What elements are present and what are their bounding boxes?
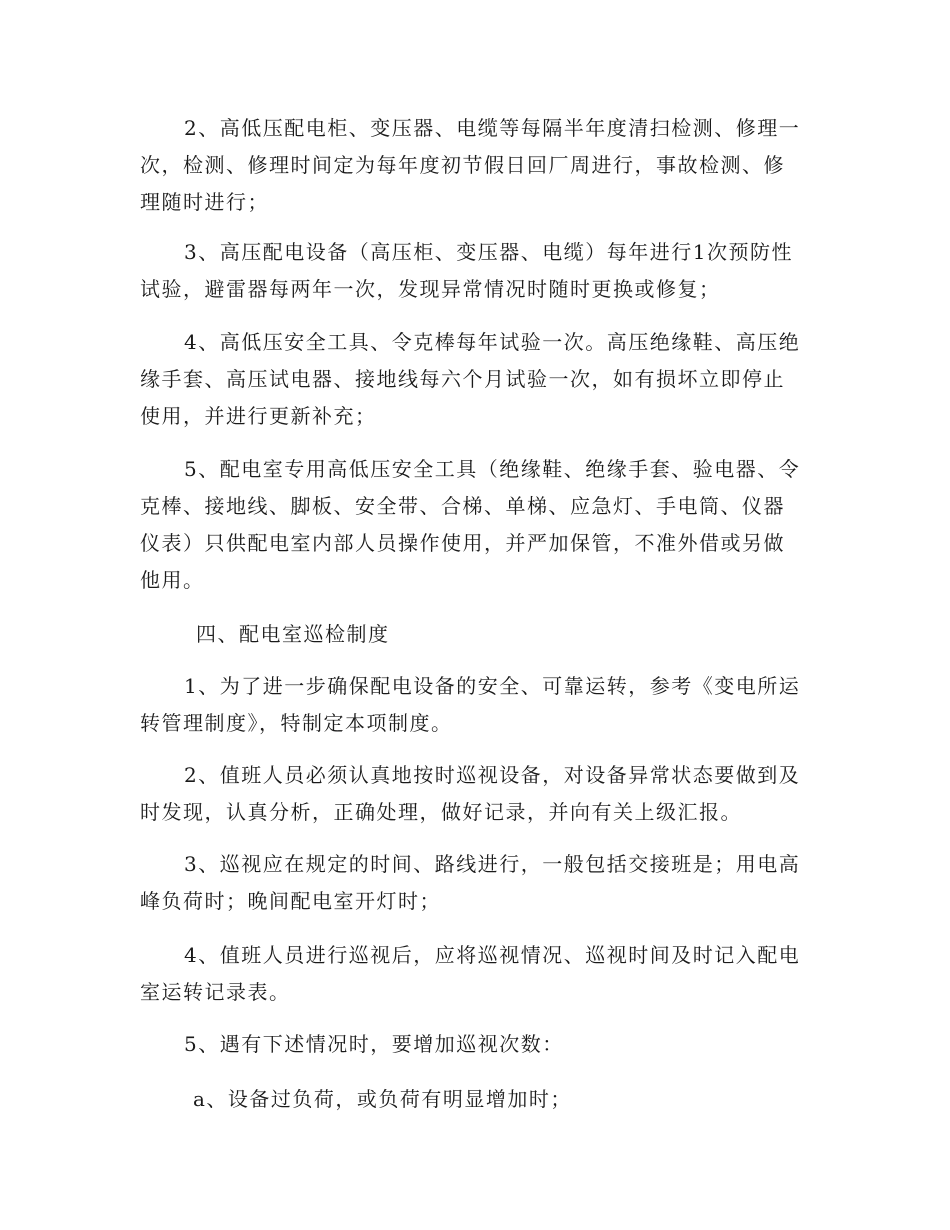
paragraph-inspection-purpose: 1、为了进一步确保配电设备的安全、可靠运转，参考《变电所运转管理制度》，特制定本项制度。 bbox=[140, 674, 801, 735]
section-heading: 四、配电室巡检制度 bbox=[196, 622, 390, 646]
paragraph-safety-tools-test: 4、高低压安全工具、令克棒每年试验一次。高压绝缘鞋、高压绝缘手套、高压试电器、接地线每六个月试验一次，如有损坏立即停止使用，并进行更新补充； bbox=[140, 330, 801, 428]
paragraph-dedicated-tools: 5、配电室专用高低压安全工具（绝缘鞋、绝缘手套、验电器、令克棒、接地线、脚板、安全带、合梯、单梯、应急灯、手电筒、仪器仪表）只供配电室内部人员操作使用，并严加保管，不准外借或另做他用。 bbox=[140, 457, 801, 592]
paragraph-duty-inspection: 2、值班人员必须认真地按时巡视设备，对设备异常状态要做到及时发现，认真分析，正确处理，做好记录，并向有关上级汇报。 bbox=[140, 763, 801, 824]
paragraph-increase-inspection: 5、遇有下述情况时，要增加巡视次数： bbox=[184, 1032, 564, 1056]
paragraph-preventive-test: 3、高压配电设备（高压柜、变压器、电缆）每年进行1次预防性试验，避雷器每两年一次，发现异常情况时随时更换或修复； bbox=[140, 240, 793, 301]
paragraph-inspection-record: 4、值班人员进行巡视后，应将巡视情况、巡视时间及时记入配电室运转记录表。 bbox=[140, 943, 801, 1004]
paragraph-inspection-times: 3、巡视应在规定的时间、路线进行，一般包括交接班是；用电高峰负荷时；晚间配电室开灯时； bbox=[140, 852, 801, 913]
sub-item-overload: a、设备过负荷，或负荷有明显增加时； bbox=[193, 1087, 572, 1111]
paragraph-maintenance-cleaning: 2、高低压配电柜、变压器、电缆等每隔半年度清扫检测、修理一次，检测、修理时间定为每年度初节假日回厂周进行，事故检测、修理随时进行； bbox=[140, 116, 801, 214]
